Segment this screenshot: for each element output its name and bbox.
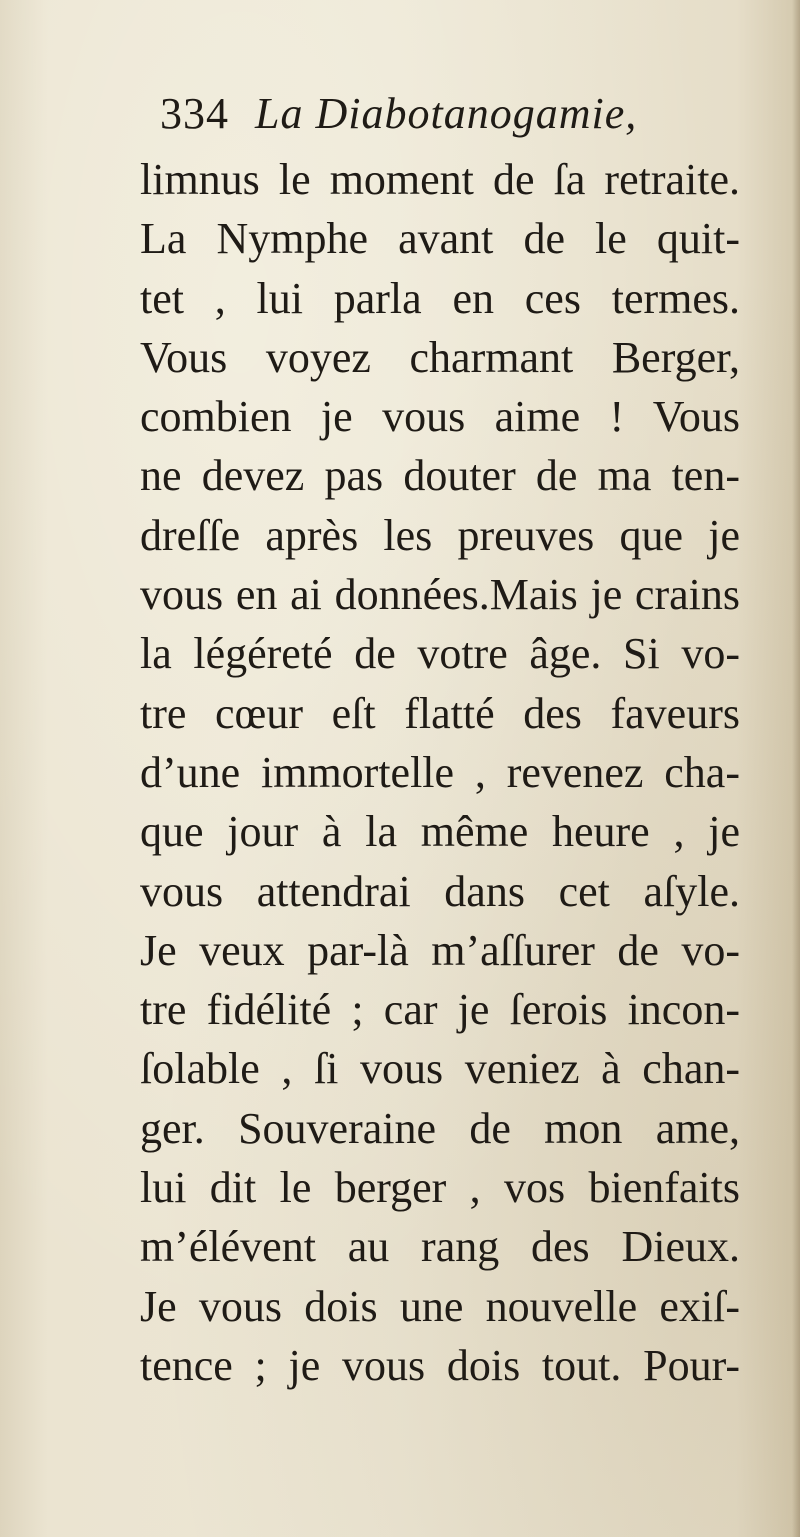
text-line: tre cœur eſt flatté des faveurs — [140, 688, 740, 738]
text-line: La Nymphe avant de le quit- — [140, 214, 740, 264]
text-line: tre fidélité ; car je ſerois incon- — [140, 985, 740, 1035]
text-line: vous en ai données.Mais je crains — [140, 570, 740, 620]
page-edge-shadow — [792, 0, 800, 1537]
body-text — [140, 150, 740, 1395]
text-line: vous attendrai dans cet aſyle. — [140, 866, 740, 916]
text-line: la légéreté de votre âge. Si vo- — [140, 629, 740, 679]
text-line: limnus le moment de ſa retraite. — [140, 155, 740, 204]
text-line: dreſſe après les preuves que je — [140, 510, 740, 560]
text-line: ne devez pas douter de ma ten- — [140, 451, 740, 501]
page-header — [160, 88, 637, 139]
text-line: que jour à la même heure , je — [140, 807, 740, 857]
text-line: tence ; je vous dois tout. Pour- — [140, 1340, 740, 1390]
text-line: m’élévent au rang des Dieux. — [140, 1222, 740, 1272]
text-line: d’une immortelle , revenez cha- — [140, 747, 740, 797]
text-line: lui dit le berger , vos bienfaits — [140, 1163, 740, 1213]
text-line: tet , lui parla en ces termes. — [140, 273, 740, 323]
running-title: La Diabotanogamie, — [255, 89, 638, 138]
text-line: Je veux par-là m’aſſurer de vo- — [140, 925, 740, 975]
text-line: combien je vous aime ! Vous — [140, 392, 740, 442]
text-line: ger. Souveraine de mon ame, — [140, 1103, 740, 1153]
text-line: Je vous dois une nouvelle exiſ- — [140, 1281, 740, 1331]
text-line: Vous voyez charmant Berger, — [140, 332, 740, 382]
text-line: ſolable , ſi vous veniez à chan- — [140, 1044, 740, 1094]
page-number: 334 — [160, 89, 229, 138]
